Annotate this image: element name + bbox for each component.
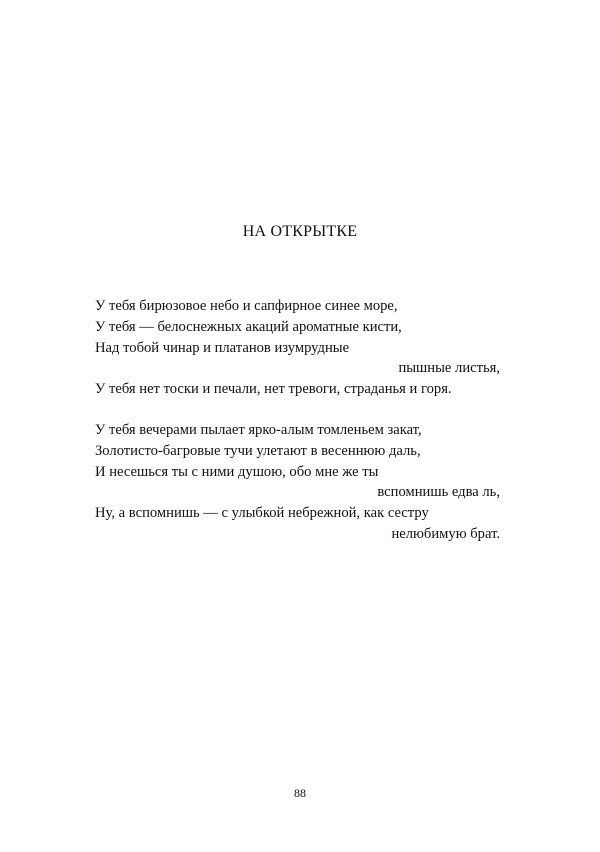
poem-line: Над тобой чинар и платанов изумрудные bbox=[95, 339, 350, 356]
poem-body bbox=[95, 296, 500, 545]
poem-line-continuation: пышные листья, bbox=[398, 360, 500, 377]
poem-line: У тебя — белоснежных акаций ароматные кисти, bbox=[95, 318, 402, 335]
poem-line: У тебя бирюзовое небо и сапфирное синее море, bbox=[95, 298, 398, 314]
poem-title: НА ОТКРЫТКЕ bbox=[242, 223, 358, 240]
poem-line-continuation: вспомнишь едва ль, bbox=[377, 484, 500, 501]
stanza-1 bbox=[95, 296, 500, 400]
poem-line-continuation: нелюбимую брат. bbox=[391, 525, 500, 542]
poem-line: Золотисто-багровые тучи улетают в весеннюю даль, bbox=[95, 442, 421, 459]
page-number: 88 bbox=[294, 786, 306, 800]
stanza-divider bbox=[95, 400, 500, 420]
poem-line: И несешься ты с ними душою, обо мне же ты bbox=[95, 463, 379, 480]
stanza-2 bbox=[95, 420, 500, 545]
poem-line: Ну, а вспомнишь — с улыбкой небрежной, как сестру bbox=[95, 505, 429, 522]
poem-line: У тебя вечерами пылает ярко-алым томленьем закат, bbox=[95, 421, 422, 438]
poem-line: У тебя нет тоски и печали, нет тревоги, страданья и горя. bbox=[95, 381, 452, 398]
